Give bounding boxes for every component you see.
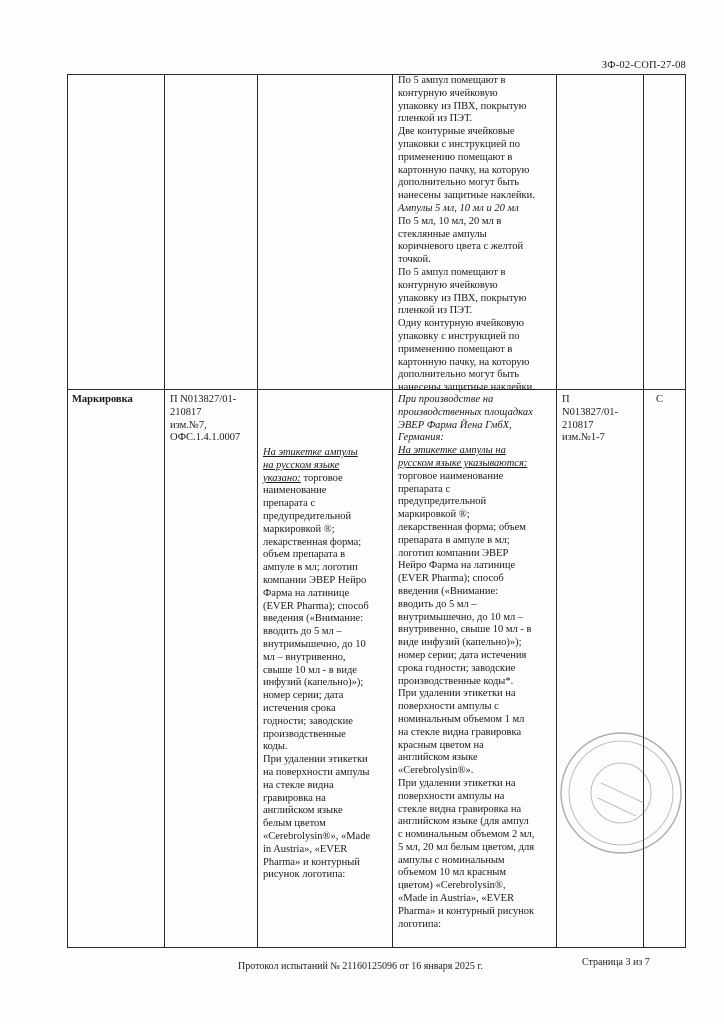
round-seal-stamp (556, 728, 686, 858)
stamp-center-ring (591, 763, 651, 823)
packaging-line: По 5 мл, 10 мл, 20 мл в (398, 215, 502, 227)
result-intro-line: производственных площадках (398, 406, 533, 418)
result-line: маркировкой ®; (398, 509, 470, 521)
result-intro-line: Германия: (398, 432, 444, 444)
specification-line: предупредительной (263, 510, 352, 522)
specification-line: на стекле видна (263, 779, 334, 791)
specification-line: гравировка на (263, 792, 326, 804)
specification-line: рисунок логотипа: (263, 869, 346, 881)
column-divider (257, 75, 258, 947)
packaging-line: упаковку с инструкцией по (398, 330, 520, 342)
normative-reference-lines (170, 394, 256, 445)
indicator-name: Маркировка (72, 394, 133, 405)
specification-line: номер серии; дата (263, 690, 344, 702)
packaging-line: нанесены защитные наклейки. (398, 190, 535, 202)
result-line: поверхности ампулы на (398, 790, 505, 802)
spec-heading-part: на русском языке (263, 459, 340, 471)
specification-line: мл – внутривенно, (263, 651, 346, 663)
result-line: с номинальным объемом 2 мл, (398, 829, 535, 841)
result-line: предупредительной (398, 496, 487, 508)
result-line: 5 мл, 20 мл белым цветом, для (398, 841, 535, 853)
test-result-text (398, 394, 556, 931)
packaging-line: контурную ячейковую (398, 279, 498, 291)
specification-line: объем препарата в (263, 549, 346, 561)
specification-line: внутримышечно, до 10 (263, 638, 366, 650)
spec-heading-part: указано: (263, 472, 301, 484)
packaging-line: дополнительно могут быть (398, 369, 520, 381)
result-line: Нейро Фарма на латинице (398, 560, 516, 572)
spec-heading-tail: торговое (300, 472, 343, 484)
packaging-line: коричневого цвета с желтой (398, 241, 524, 253)
result-line: внутримышечно, до 10 мл – (398, 611, 524, 623)
packaging-line: упаковки с инструкцией по (398, 138, 521, 150)
specification-line: «Cerebrolysin®», «Made (263, 830, 371, 842)
reference-line: изм.№7, (170, 419, 207, 431)
result-line: английском языке (398, 752, 478, 764)
packaging-line: дополнительно могут быть (398, 177, 520, 189)
nd-reference-line: N013827/01- (562, 406, 618, 418)
packaging-line: применению помещают в (398, 151, 513, 163)
nd-reference-lines (562, 394, 642, 445)
result-lines (398, 471, 556, 932)
result-line: объемом 10 мл красным (398, 867, 507, 879)
result-intro-line: При производстве на (398, 394, 494, 405)
specification-line: инфузий (капельно)»); (263, 677, 364, 689)
specification-line: лекарственная форма; (263, 536, 362, 548)
specification-line: Pharma» и контурный (263, 856, 360, 868)
specification-line: свыше 10 мл - в виде (263, 664, 357, 676)
result-line: поверхности ампулы с (398, 701, 499, 713)
result-line: виде инфузий (капельно)»); (398, 637, 522, 649)
specification-line: ампуле в мл; логотип (263, 562, 358, 574)
specification-line: (EVER Pharma); способ (263, 600, 369, 612)
specification-line: коды. (263, 741, 288, 753)
page-number: Страница 3 из 7 (582, 957, 650, 968)
result-line: логотип компании ЭВЕР (398, 547, 509, 559)
column-divider (392, 75, 393, 947)
packaging-line: пленкой из ПЭТ. (398, 305, 473, 317)
ampoules-heading: Ампулы 5 мл, 10 мл и 20 мл (398, 202, 519, 214)
result-line: «Made in Austria», «EVER (398, 893, 515, 905)
packaging-line: По 5 ампул помещают в (398, 75, 506, 86)
packaging-line: Две контурные ячейковые (398, 126, 515, 138)
conclusion: С (656, 394, 664, 405)
spec-heading-line (263, 460, 391, 473)
packaging-description (398, 75, 554, 395)
result-line: (EVER Pharma); способ (398, 573, 504, 585)
column-divider (164, 75, 165, 947)
packaging-line: По 5 ампул помещают в (398, 266, 506, 278)
protocol-footer: Протокол испытаний № 21160125096 от 16 января 2025 г. (238, 961, 483, 972)
result-line: При удалении этикетки на (398, 777, 516, 789)
result-line: Pharma» и контурный рисунок (398, 905, 535, 917)
result-line: срока годности; заводские (398, 662, 516, 674)
specification-text (263, 447, 391, 882)
nd-reference-line: 210817 (562, 419, 594, 431)
specification-line: наименование (263, 485, 327, 497)
specification-line: английском языке (263, 805, 343, 817)
result-line: стекле видна гравировка на (398, 803, 522, 815)
packaging-line: применению помещают в (398, 343, 513, 355)
result-line: «Cerebrolysin®». (398, 765, 474, 777)
specification-line: годности; заводские (263, 715, 353, 727)
nd-reference-line: изм.№1-7 (562, 432, 605, 444)
result-intro (398, 394, 556, 445)
specification-line: маркировкой ®; (263, 523, 335, 535)
specification-line: in Austria», «EVER (263, 843, 348, 855)
packaging-line: точкой. (398, 254, 431, 266)
stamp-outer-ring (561, 733, 681, 853)
result-line: логотипа: (398, 918, 442, 930)
result-line: производственные коды*. (398, 675, 514, 687)
reference-line: ОФС.1.4.1.0007 (170, 432, 241, 444)
packaging-line: пленкой из ПЭТ. (398, 113, 473, 125)
specification-line: препарата с (263, 498, 316, 510)
document-code: ЗФ-02-СОП-27-08 (601, 60, 686, 71)
specification-line: истечения срока (263, 702, 336, 714)
result-line: внутривенно, свыше 10 мл - в (398, 624, 532, 636)
result-heading (398, 445, 556, 471)
nd-reference-line: П (562, 394, 570, 405)
reference-line: П N013827/01- (170, 394, 237, 405)
result-line: цветом) «Cerebrolysin®, (398, 880, 506, 892)
spec-heading-line (263, 447, 391, 460)
result-line: вводить до 5 мл – (398, 598, 477, 610)
packaging-line: упаковку из ПВХ, покрытую (398, 100, 527, 112)
result-intro-line: ЭВЕР Фарма Йена ГмбХ, (398, 419, 512, 431)
result-line: на стекле видна гравировка (398, 726, 522, 738)
result-line: торговое наименование (398, 470, 504, 482)
result-line: введения («Внимание: (398, 585, 499, 597)
packaging-lines-2 (398, 216, 554, 395)
result-line: красным цветом на (398, 739, 484, 751)
spec-heading-line (263, 473, 391, 486)
packaging-line: стеклянные ампулы (398, 228, 487, 240)
specification-line: на поверхности ампулы (263, 766, 370, 778)
specification-lines (263, 485, 391, 882)
stamp-mark (601, 783, 644, 803)
specification-line: производственные (263, 728, 346, 740)
result-line: номер серии; дата истечения (398, 649, 527, 661)
packaging-line: картонную пачку, на которую (398, 356, 530, 368)
packaging-line: Одну контурную ячейковую (398, 318, 524, 330)
specification-line: вводить до 5 мл – (263, 626, 342, 638)
result-line: лекарственная форма; объем (398, 521, 526, 533)
normative-reference (170, 394, 256, 445)
row-divider (68, 389, 685, 390)
result-line: английском языке (для ампул (398, 816, 529, 828)
nd-reference (562, 394, 642, 445)
specification-line: Фарма на латинице (263, 587, 350, 599)
specification-line: белым цветом (263, 818, 326, 830)
packaging-lines-1 (398, 75, 554, 203)
result-line: препарата в ампуле в мл; (398, 534, 510, 546)
stamp-inner-ring (569, 741, 673, 845)
result-line: При удалении этикетки на (398, 688, 516, 700)
specification-line: компании ЭВЕР Нейро (263, 574, 367, 586)
result-heading-line: На этикетке ампулы на (398, 445, 506, 457)
specification-line: При удалении этикетки (263, 754, 368, 766)
result-line: номинальным объемом 1 мл (398, 713, 525, 725)
spec-heading-part: На этикетке ампулы (263, 447, 358, 458)
result-line: ампулы с номинальным (398, 854, 505, 866)
packaging-line: картонную пачку, на которую (398, 164, 530, 176)
result-line: препарата с (398, 483, 451, 495)
packaging-line: нанесены защитные наклейки. (398, 382, 535, 394)
reference-line: 210817 (170, 406, 202, 418)
stamp-mark (598, 798, 636, 816)
specification-line: введения («Внимание: (263, 613, 364, 625)
packaging-line: контурную ячейковую (398, 87, 498, 99)
packaging-line: упаковку из ПВХ, покрытую (398, 292, 527, 304)
result-heading-line: русском языке указываются: (398, 457, 528, 469)
